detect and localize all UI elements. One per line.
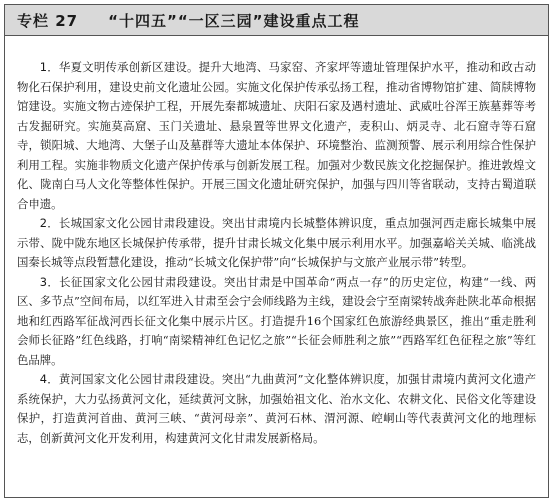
- column-content: [5, 36, 548, 448]
- paragraph-text: 提升大地湾、马家窑、齐家坪等遗址管理保护水平，推动和政古动物化石保护利用，建设史前文化遗址公园。实施文化保护传承弘扬工程，推动省博物馆扩建、简牍博物馆建设。实施文物古迹保护工程，开展先秦都城遗址、庆阳石家及遇村遗址、武威吐谷浑王族墓葬等考古发掘研究。实施莫高窟、玉门关遗址、悬泉置等世界文化遗产，麦积山、炳灵寺、北石窟寺等石窟寺，锁阳城、大地湾、大堡子山及墓群等大遗址本体保护、环境整治、监测预警、展示利用综合性保护利用工程。实施非物质文化遗产保护传承与创新发展工程。加强对少数民族文化挖掘保护。推进敦煌文化、陇南白马人文化等整体性保护。开展三国文化遗址研究保护，加强与四川等省联动，支持古蜀道联合申遗。: [17, 60, 536, 211]
- paragraph-heading: 2．长城国家文化公园甘肃段建设。: [39, 216, 222, 230]
- paragraph-2: [17, 214, 536, 273]
- paragraph-heading: 4．黄河国家文化公园甘肃段建设。: [39, 372, 222, 386]
- column-label: 专栏 27: [17, 11, 79, 30]
- column-box: [4, 4, 549, 498]
- column-header: [5, 5, 548, 36]
- column-title: “十四五”“一区三园”建设重点工程: [108, 11, 360, 30]
- paragraph-text: 突出甘肃是中国革命“两点一存”的历史定位，构建“一线、两区、多节点”空间布局，以红军进入甘肃至会宁会师线路为主线，建设会宁至南梁转战奔赴陕北革命根据地和红西路军征战河西长征文化集中展示片区。打造提升16个国家红色旅游经典景区，推出“重走胜利会师长征路”红色线路，打响“南梁精神红色记忆之旅”“长征会师胜利之旅”“西路军红色征程之旅”等红色品牌。: [17, 274, 536, 367]
- paragraph-text: 突出“九曲黄河”文化整体辨识度，加强甘肃境内黄河文化遗产系统保护，大力弘扬黄河文化，延续黄河文脉，加强始祖文化、治水文化、农耕文化、民俗文化等建设保护，打造黄河首曲、黄河三峡、“黄河母亲”、黄河石林、渭河源、崆峒山等代表黄河文化的地理标志，创新黄河文化开发利用，构建黄河文化甘肃发展新格局。: [17, 372, 536, 445]
- paragraph-heading: 1．华夏文明传承创新区建设。: [39, 60, 199, 74]
- paragraph-text: 突出甘肃境内长城整体辨识度，重点加强河西走廊长城集中展示带、陇中陇东地区长城保护传承带，提升甘肃长城文化集中展示利用水平。加强嘉峪关关城、临洮战国秦长城等点段暂慧化建设，推动“长城文化保护带”向“长城保护与文旅产业展示带”转型。: [17, 216, 536, 269]
- paragraph-3: [17, 273, 536, 371]
- paragraph-1: [17, 58, 536, 214]
- paragraph-heading: 3．长征国家文化公园甘肃段建设。: [39, 274, 224, 289]
- paragraph-4: [17, 370, 536, 448]
